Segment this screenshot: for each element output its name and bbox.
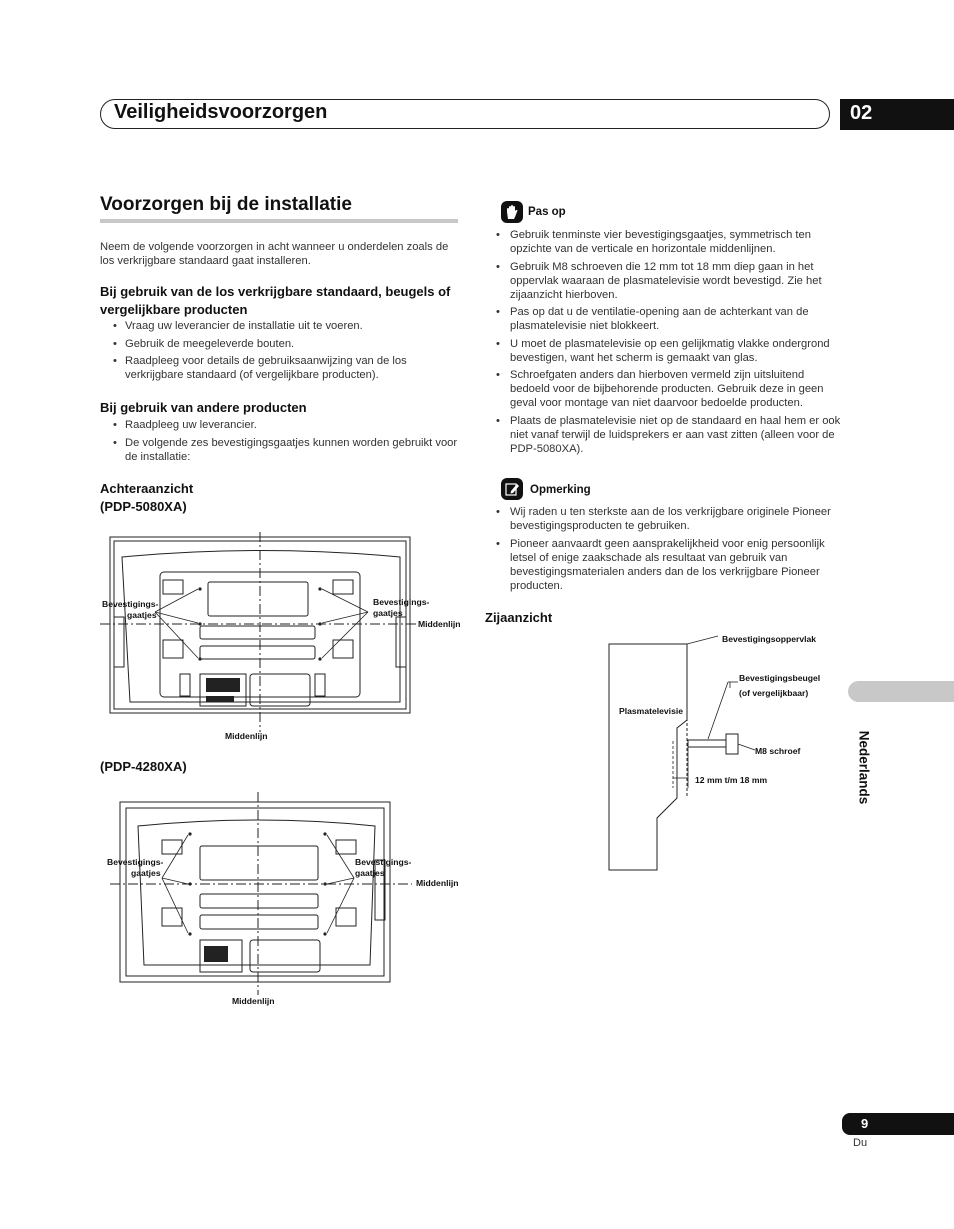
mounting-hole <box>198 587 201 590</box>
label-centerline-vertical: Middenlijn <box>225 731 268 741</box>
mounting-hole <box>198 657 201 660</box>
section-title: Voorzorgen bij de installatie <box>100 194 352 215</box>
section-rule <box>100 219 458 223</box>
mounting-hole <box>318 587 321 590</box>
page-language-code: Du <box>853 1137 868 1149</box>
label-centerline-horizontal: Middenlijn <box>416 878 459 888</box>
list-item: • Gebruik M8 schroeven die 12 mm tot 18 mm diep gaan in het oppervlak waaraan de plasmatelevisie wordt bevestigd. Zie het zijaanzicht hierboven. <box>485 260 845 302</box>
list-item: • Vraag uw leverancier de installatie uit te voeren. <box>100 319 460 333</box>
screw <box>688 740 726 747</box>
list-item: • Gebruik de meegeleverde bouten. <box>100 337 460 351</box>
hand-stop-icon <box>501 201 523 223</box>
rear-view-diagram-4280 <box>100 790 465 1015</box>
label-holes-right: Bevestigings- <box>373 597 430 607</box>
page-header-title: Veiligheidsvoorzorgen <box>114 101 328 123</box>
side-view-diagram <box>600 628 840 873</box>
label-depth: 12 mm t/m 18 mm <box>695 775 768 785</box>
tv-outline <box>120 802 390 982</box>
rear-view-model: (PDP-5080XA) <box>100 499 187 514</box>
list-item: • Schroefgaten anders dan hierboven vermeld zijn uitsluitend bedoeld voor de bijbehorende producten. Gebruik deze in geen geval voor montage van niet daarvoor bedoelde producten. <box>485 368 845 410</box>
note-list <box>485 505 845 596</box>
rear-view-title: Achteraanzicht <box>100 481 194 496</box>
label-holes-left: gaatjes <box>131 868 161 878</box>
mounting-hole <box>323 932 326 935</box>
language-label: Nederlands <box>856 730 872 805</box>
intro-text: Neem de volgende voorzorgen in acht wanneer u onderdelen zoals de los verkrijgbare standaard gaat installeren. <box>100 241 449 267</box>
mounting-hole <box>188 932 191 935</box>
note-pencil-icon <box>501 478 523 500</box>
list-item: • Gebruik tenminste vier bevestigingsgaatjes, symmetrisch ten opzichte van de verticale en horizontale middenlijnen. <box>485 228 845 256</box>
subsection-title-other: Bij gebruik van andere producten <box>100 400 307 415</box>
label-bracket: Bevestigingsbeugel <box>739 673 821 683</box>
side-view-title: Zijaanzicht <box>485 610 553 625</box>
label-holes-right: gaatjes <box>373 608 403 618</box>
list-item: • De volgende zes bevestigingsgaatjes kunnen worden gebruikt voor de installatie: <box>100 436 460 464</box>
label-mounting-surface: Bevestigingsoppervlak <box>722 634 817 644</box>
label-holes-left: Bevestigings- <box>107 857 164 867</box>
list-item: • Pioneer aanvaardt geen aansprakelijkheid voor enig persoonlijk letsel of enige zaakschade als resultaat van gebruik van bevestigingsmaterialen anders dan de los verkrijgbare Pioneer producten. <box>485 537 845 593</box>
mounting-hole <box>318 657 321 660</box>
list-item: • Raadpleeg uw leverancier. <box>100 418 460 432</box>
label-centerline-vertical: Middenlijn <box>232 996 275 1006</box>
mounting-hole <box>323 832 326 835</box>
list-other <box>100 418 460 467</box>
label-holes-right: gaatjes <box>355 868 385 878</box>
rear-view-diagram-5080 <box>100 532 465 747</box>
label-holes-left: gaatjes <box>127 610 157 620</box>
list-item: • Wij raden u ten sterkste aan de los verkrijgbare originele Pioneer bevestigingsproducten te gebruiken. <box>485 505 845 533</box>
page-number: 9 <box>842 1113 954 1135</box>
label-holes-left: Bevestigings- <box>102 599 159 609</box>
label-screw: M8 schroef <box>755 746 801 756</box>
label-centerline-horizontal: Middenlijn <box>418 619 461 629</box>
list-item: • Plaats de plasmatelevisie niet op de standaard en haal hem er ook niet vanaf terwijl de luidsprekers er aan vast zitten (alleen voor de PDP-5080XA). <box>485 414 845 456</box>
caution-list <box>485 228 845 459</box>
rear-view-2-model: (PDP-4280XA) <box>100 759 187 774</box>
language-tab <box>848 681 954 702</box>
label-plasma-tv: Plasmatelevisie <box>619 706 684 716</box>
mounting-hole <box>188 832 191 835</box>
subsection-title-standard: Bij gebruik van de los verkrijgbare standaard, beugels of vergelijkbare producten <box>100 284 451 317</box>
note-title: Opmerking <box>530 484 591 496</box>
caution-title: Pas op <box>528 206 566 218</box>
list-standard <box>100 319 460 386</box>
tv-side-outline <box>609 644 687 870</box>
label-holes-right: Bevestigings- <box>355 857 412 867</box>
list-item: • U moet de plasmatelevisie op een gelijkmatig vlakke ondergrond bevestigen, want het scherm is gemaakt van glas. <box>485 337 845 365</box>
label-bracket: (of vergelijkbaar) <box>739 688 809 698</box>
list-item: • Raadpleeg voor details de gebruiksaanwijzing van de los verkrijgbare standaard (of vergelijkbare producten). <box>100 354 460 382</box>
list-item: • Pas op dat u de ventilatie-opening aan de achterkant van de plasmatelevisie niet blokkeert. <box>485 305 845 333</box>
chapter-number: 02 <box>840 99 954 130</box>
